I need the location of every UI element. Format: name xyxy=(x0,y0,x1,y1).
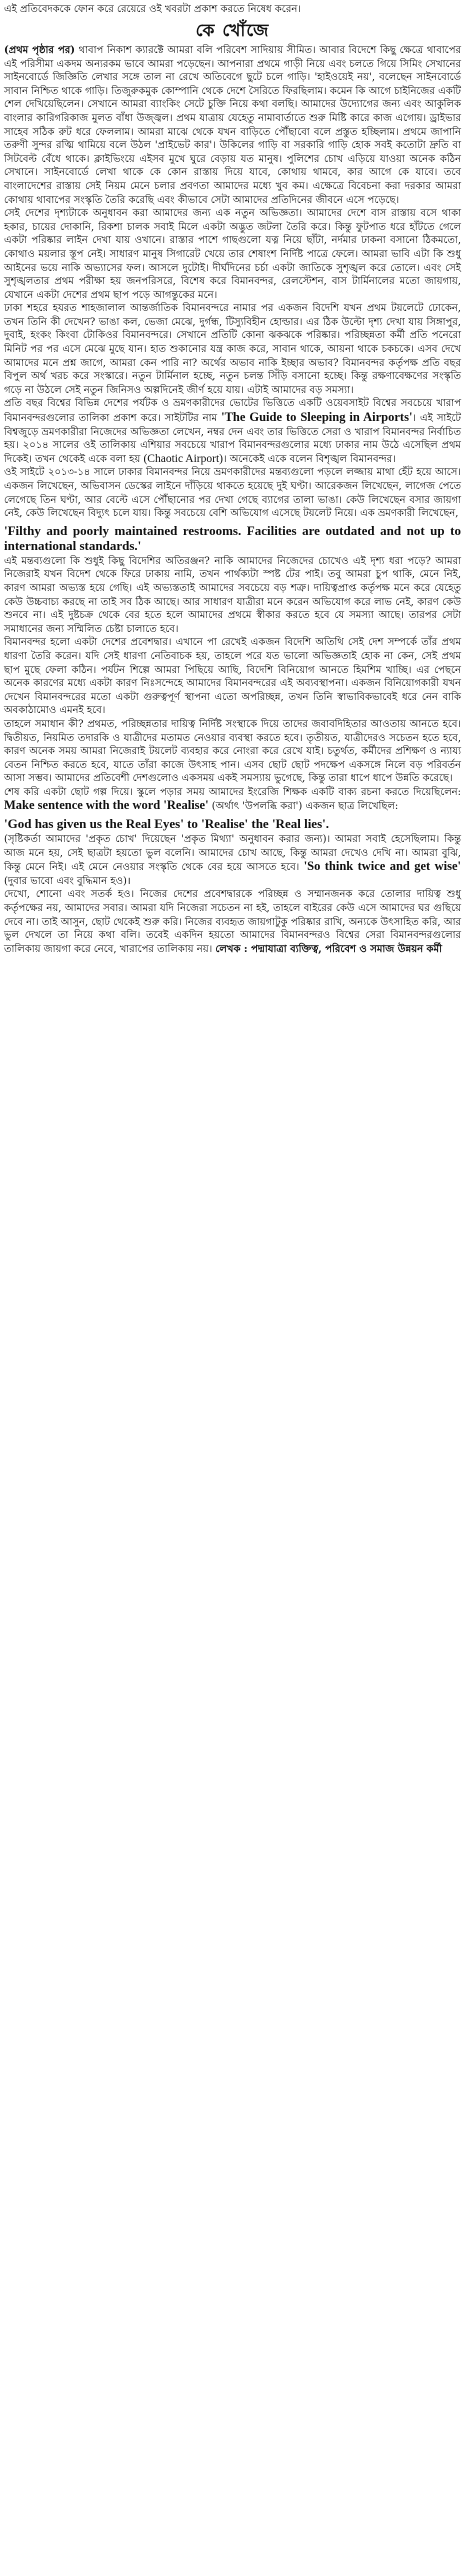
restroom-review-quote: 'Filthy and poorly maintained restrooms. Facilities are outdated and not up to international standards.' xyxy=(4,522,461,553)
article-paragraph-1 xyxy=(4,44,461,207)
sentence-prompt: Make sentence with the word xyxy=(4,798,161,813)
article-paragraph-7: বিমানবন্দর হলো একটা দেশের প্রবেশদ্বার। এখানে পা রেখেই একজন বিদেশি অতিথি সেই দেশ সম্পর্কে তাঁর প্রথম ধারণা তৈরি করেন। যদি সেই ধারণা নেতিবাচক হয়, তাহলে পরে যত ভালো অভিজ্ঞতাই হোক না কেন, সেই প্রথম ছাপ মুছে ফেলা কঠিন। পর্যটন শিল্পে আমরা পিছিয়ে আছি, বিদেশি বিনিয়োগ আনতে হিমশিম খাচ্ছি। এর পেছনে অনেক কারণের মধ্যে একটা কারণ নিঃসন্দেহে আমাদের বিমানবন্দরের এই অব্যবস্থাপনা। একজন বিনিয়োগকারী যখন দেখেন বিমানবন্দরের মতো একটা গুরুত্বপূর্ণ স্থাপনা এতো অপরিচ্ছন্ন, তখন তিনি স্বাভাবিকভাবেই ধরে নেন বাকি অবকাঠামোও এমনই হবে। xyxy=(4,637,461,717)
paragraph-text: (সৃষ্টিকর্তা আমাদের 'প্রকৃত চোখ' দিয়েছেন 'প্রকৃত মিথ্যা' অনুধাবন করার জন্য)। আমরা সবাই হেসেছিলাম। কিন্তু আজ মনে হয়, সেই ছাত্রটা হয়তো ভুল বলেনি। আমাদের চোখ আছে, কিন্তু আমরা দেখেও দেখি না। আমরা বুঝি, কিন্তু মেনে নিই। এই মেনে নেওয়ার সংস্কৃতি থেকে বের হয়ে আসতে হবে। xyxy=(4,834,461,874)
continuation-label: (প্রথম পৃষ্ঠার পর) xyxy=(4,45,75,56)
author-byline: লেখক : পদ্মাযাত্রা ব্যক্তিত্ব, পরিবেশ ও সমাজ উন্নয়ন কর্মী xyxy=(215,943,442,955)
paragraph-text: । অনেকেই একে বলেন বিশৃঙ্খল বিমানবন্দর। xyxy=(223,453,396,465)
paragraph-text: শেষ করি একটা ছোট গল্প দিয়ে। স্কুলে পড়ার সময় আমাদের ইংরেজি শিক্ষক একটি বাক্য রচনা করতে দিয়েছিলেন: xyxy=(4,786,461,798)
realise-gloss: (অর্থাৎ 'উপলব্ধি করা') xyxy=(211,801,303,813)
chaotic-airport-label: (Chaotic Airport) xyxy=(143,452,223,465)
think-twice-quote: 'So think twice and get wise' xyxy=(303,859,461,874)
article-paragraph-2: সেই দেশের দৃশ্যটাকে অনুধাবন করা আমাদের জন্য এক নতুন অভিজ্ঞতা। আমাদের দেশে বাস রাস্তায় বসে থাকা হকার, চায়ের দোকানি, রিকশা চালক সবাই মিলে একটা অদ্ভুত জটলা তৈরি করে। কিন্তু ফুটপাত ধরে হাঁটতে গেলে একটা পরিষ্কার লাইন দেখা যায় ওখানে। রাস্তার পাশে গাছগুলো যত্ন নিয়ে ছাঁটা, নর্দমার ঢাকনা বসানো ঠিকমতো, কোথাও ময়লার স্তূপ নেই। সাধারণ মানুষ সিগারেট খেয়ে তার শেষাংশ নির্দিষ্ট পাত্রে ফেলে। আমরা ভাবি এটা কি শুধু আইনের ভয়ে নাকি অভ্যাসের ফল। আসলে দুটোই। দীর্ঘদিনের চর্চা একটা জাতিকে সুশৃঙ্খল করে তোলে। এবং সেই সুশৃঙ্খলতার প্রথম পরীক্ষা হয় জনপরিসরে, বিশেষ করে বিমানবন্দর, রেলস্টেশন, বাস টার্মিনালের মতো জায়গায়, যেখানে একটা দেশের প্রথম ছাপ পড়ে আগন্তুকের মনে। xyxy=(4,208,461,301)
article-paragraph-3: ঢাকা শহরে হযরত শাহজালাল আন্তর্জাতিক বিমানবন্দরে নামার পর একজন বিদেশি যখন প্রথম টয়লেটে ঢোকেন, তখন তিনি কী দেখেন? ভাঙা কল, ভেজা মেঝে, দুর্গন্ধ, টিস্যুবিহীন হোল্ডার। এর ঠিক উল্টো দৃশ্য দেখা যায় সিঙ্গাপুর, দুবাই, হংকং কিংবা টোকিওর বিমানবন্দরে। সেখানে প্রতিটি কোনা ঝকঝকে পরিষ্কার। পরিচ্ছন্নতা কর্মী প্রতি পনেরো মিনিট পর পর এসে মেঝে মুছে যান। হাত শুকানোর যন্ত্র কাজ করে, সাবান থাকে, আয়না থাকে চকচকে। এসব দেখে আমাদের মনে প্রশ্ন জাগে, আমরা কেন পারি না? অর্থের অভাব নাকি ইচ্ছার অভাব? বিমানবন্দর কর্তৃপক্ষ প্রতি বছর বিপুল অর্থ খরচ করে সংস্কারে। নতুন টার্মিনাল হচ্ছে, নতুন চলন্ত সিঁড়ি বসানো হচ্ছে। কিন্তু রক্ষণাবেক্ষণের সংস্কৃতি গড়ে না উঠলে সেই নতুন জিনিসও অল্পদিনেই জীর্ণ হয়ে যায়। এটাই আমাদের বড় সমস্যা। xyxy=(4,303,461,396)
think-twice-gloss: (দুবার ভাবো এবং বুদ্ধিমান হও)। xyxy=(4,875,131,887)
paragraph-text: প্রতি বছর বিশ্বের বিভিন্ন দেশের পর্যটক ও ভ্রমণকারীদের ভোটের ভিত্তিতে একটি ওয়েবসাইট বিশ্বের সবচেয়ে খারাপ বিমানবন্দরগুলোর তালিকা প্রকাশ করে। সাইটটির নাম xyxy=(4,398,461,425)
article-paragraph-6: এই মন্তব্যগুলো কি শুধুই কিছু বিদেশির অতিরঞ্জন? নাকি আমাদের নিজেদের চোখেও এই দৃশ্য ধরা পড়ে? আমরা নিজেরাই যখন বিদেশ থেকে ফিরে ঢাকায় নামি, তখন পার্থক্যটা স্পষ্ট টের পাই। তবু আমরা চুপ থাকি, মেনে নিই, কারণ আমরা অভ্যস্ত হয়ে গেছি। এই অভ্যস্ততাই আমাদের সবচেয়ে বড় শত্রু। দায়িত্বপ্রাপ্ত কর্তৃপক্ষ মনে করে যেহেতু কেউ উচ্চবাচ্য করছে না তাই সব ঠিক আছে। আর সাধারণ যাত্রীরা মনে করেন অভিযোগ করে লাভ নেই, কারণ কেউ শুনবে না। এই দুষ্টচক্র থেকে বের হতে হলে আমাদের প্রথমে স্বীকার করতে হবে যে সমস্যা আছে। তারপর সেটা সমাধানের জন্য সম্মিলিত চেষ্টা চালাতে হবে। xyxy=(4,555,461,635)
paragraph-text: । এই সাইটে বিশ্বজুড়ে ভ্রমণকারীরা নিজেদের অভিজ্ঞতা লেখেন, নম্বর দেন এবং তার ভিত্তিতে সেরা ও খারাপ বিমানবন্দর নির্বাচিত হয়। ২০১৪ সালের ওই তালিকায় এশিয়ার সবচেয়ে খারাপ বিমানবন্দরগুলোর মধ্যে ঢাকার নাম উঠে এসেছিল প্রথম দিকেই। তখন থেকেই একে বলা হয় xyxy=(4,413,461,465)
article-paragraph-10 xyxy=(4,888,461,956)
real-eyes-quote: 'God has given us the Real Eyes' to 'Realise' the 'Real lies'. xyxy=(4,816,329,832)
realise-word: 'Realise' xyxy=(163,798,209,813)
paragraph-text: থাবাপ নিকাশ ক্যারক্টে আমরা বলি পরিবেশ সাদিয়ায় সীমিত। আবার বিদেশে কিছু ক্ষেত্রে থাবাপের এই পরিসীমা একদম অন্যরকম ভাবে আমরা পড়েছেন। আপনারা প্রথমে গাড়ী নিয়ে এবং চলতে গিয়ে সিমিং সেখানের সাইনবোর্ডে জিজ্ঞিতি লেখার সঙ্গে তাল না রেখে অতিবেগে ছুটে চলে গাড়ি। 'হাইওয়েই নয়', বলেছেন সাইনবোর্ডে সাবান নিশ্চিত থাকে গাড়ি। তিজুরুকমুক কোম্পানি থেকে দেশে সৈরিতে ফিরছিলাম। কমেন কি আগে চাইনিজের একটি শেল দেখিয়েছিলেন। সেখানে আমরা ব্যাংকিং সেটে চুক্তি নিয়ে কথা বলছি। আমাদের উদ্যোগের জন্য এবং আকুলিক বাংলার কারিগরিকাজ মুলত বাঁধা উজ্জ্বল। প্রথম যাত্রায় যেহেতু নামাবার্তাতে শুরু মিষ্টি কারে কাজ এগোয়। ড্রাইভার সাহেব সঠিক রুট ধরে ফেললাম। আমরা মাঝে থেকে যখন বাড়িতে পৌঁছাবো বলে প্রস্তুত হচ্ছিলাম। প্রথমে জাপানি তরুণী সুন্দর রত্মি থামিয়ে বলে উঠল 'প্রাইভেট কার'। উকিলের গাড়ি বা সরকারি গাড়ি হোক সবই কতোটা দ্রুতি বা সিটবেল্ট বেঁধে থাকে। ক্লাইভিংয়ে এইসব মুখে ঘুরে বেড়ায় যত মানুষ। পুলিশের চোখ এড়িয়ে যাওয়া অনেক কঠিন সেখানে। সাইনবোর্ডে লেখা থাকে কে কোন রাস্তায় দিয়ে যাবে, কোথায় থামবে, কার আগে কে যাবে। তবে বাংলাদেশের রাস্তায় সেই নিয়ম মেনে চলার প্রবণতা আমাদের মধ্যে খুব কম। এক্ষেত্রে বিবেচনা করা দরকার আমরা কোথায় থাবাপের সংস্কৃতি তৈরি করেছি এবং কীভাবে সেটা আমাদের প্রতিদিনের জীবনে এসে পড়েছে। xyxy=(4,45,461,206)
website-name: 'The Guide to Sleeping in Airports' xyxy=(221,410,413,425)
paragraph-text: ওই সাইটে ২০১৩-১৪ সালে ঢাকার বিমানবন্দর নিয়ে ভ্রমণকারীদের মন্তব্যগুলো পড়লে লজ্জায় মাথা হেঁট হয়ে আসে। একজন লিখেছেন, অভিবাসন ডেস্কের লাইনে দাঁড়িয়ে থাকতে হয়েছে দুই ঘণ্টা। আরেকজন লিখেছেন, লাগেজ পেতে লেগেছে তিন ঘণ্টা, আর বেল্টে এসে পৌঁছানোর পর দেখা গেছে ব্যাগের তালা ভাঙা। কেউ লিখেছেন বসার জায়গা নেই, কেউ লিখেছেন বিদ্যুৎ চলে যায়। কিন্তু সবচেয়ে বেশি অভিযোগ এসেছে টয়লেট নিয়ে। এক ভ্রমণকারী লিখেছেন, xyxy=(4,467,461,520)
article-paragraph-4 xyxy=(4,397,461,466)
article-title: কে খোঁজে xyxy=(195,21,270,41)
article-paragraph-5 xyxy=(4,466,461,552)
previous-article-tail: এই প্রতিবেদককে ফোন করে রেয়েরে ওই খবরটা প্রকাশ করতে নিষেধ করেন। xyxy=(4,4,301,15)
paragraph-text: একজন ছাত্র লিখেছিল: xyxy=(305,801,399,813)
article-paragraph-8: তাহলে সমাধান কী? প্রথমত, পরিচ্ছন্নতার দায়িত্ব নির্দিষ্ট সংস্থাকে দিয়ে তাদের জবাবদিহিতার আওতায় আনতে হবে। দ্বিতীয়ত, নিয়মিত তদারকি ও যাত্রীদের মতামত নেওয়ার ব্যবস্থা করতে হবে। তৃতীয়ত, যাত্রীদেরও সচেতন হতে হবে, কারণ অনেক সময় আমরা নিজেরাই টয়লেট ব্যবহার করে নোংরা করে রেখে যাই। চতুর্থত, কর্মীদের প্রশিক্ষণ ও ন্যায্য বেতন নিশ্চিত করতে হবে, যাতে তাঁরা কাজে উৎসাহ পান। এসব ছোট ছোট পদক্ষেপ একসঙ্গে নিলে বড় পরিবর্তন আসা সম্ভব। আমাদের প্রতিবেশী দেশগুলোও একসময় একই সমস্যায় ভুগেছে, কিন্তু তারা ধাপে ধাপে উন্নতি করেছে। xyxy=(4,718,461,785)
article-body xyxy=(4,44,461,956)
paragraph-text: দেখো, শোনো এবং সতর্ক হও। নিজের দেশের প্রবেশদ্বারকে পরিচ্ছন্ন ও সম্মানজনক করে তোলার দায়িত্ব শুধু কর্তৃপক্ষের নয়, আমাদের সবার। আমরা যদি নিজেরা সচেতন না হই, তাহলে বাইরের কেউ এসে আমাদের ঘর গুছিয়ে দেবে না। তাই আসুন, ছোট থেকেই শুরু করি। নিজের ব্যবহৃত জায়গাটুকু পরিষ্কার রাখি, অন্যকে উৎসাহিত করি, আর ভুল দেখলে তা নিয়ে কথা বলি। তবেই একদিন হয়তো আমাদের বিমানবন্দরও বিশ্বের সেরা বিমানবন্দরগুলোর তালিকায় জায়গা করে নেবে, খারাপের তালিকায় নয়। xyxy=(4,889,461,955)
article-paragraph-9 xyxy=(4,786,461,889)
